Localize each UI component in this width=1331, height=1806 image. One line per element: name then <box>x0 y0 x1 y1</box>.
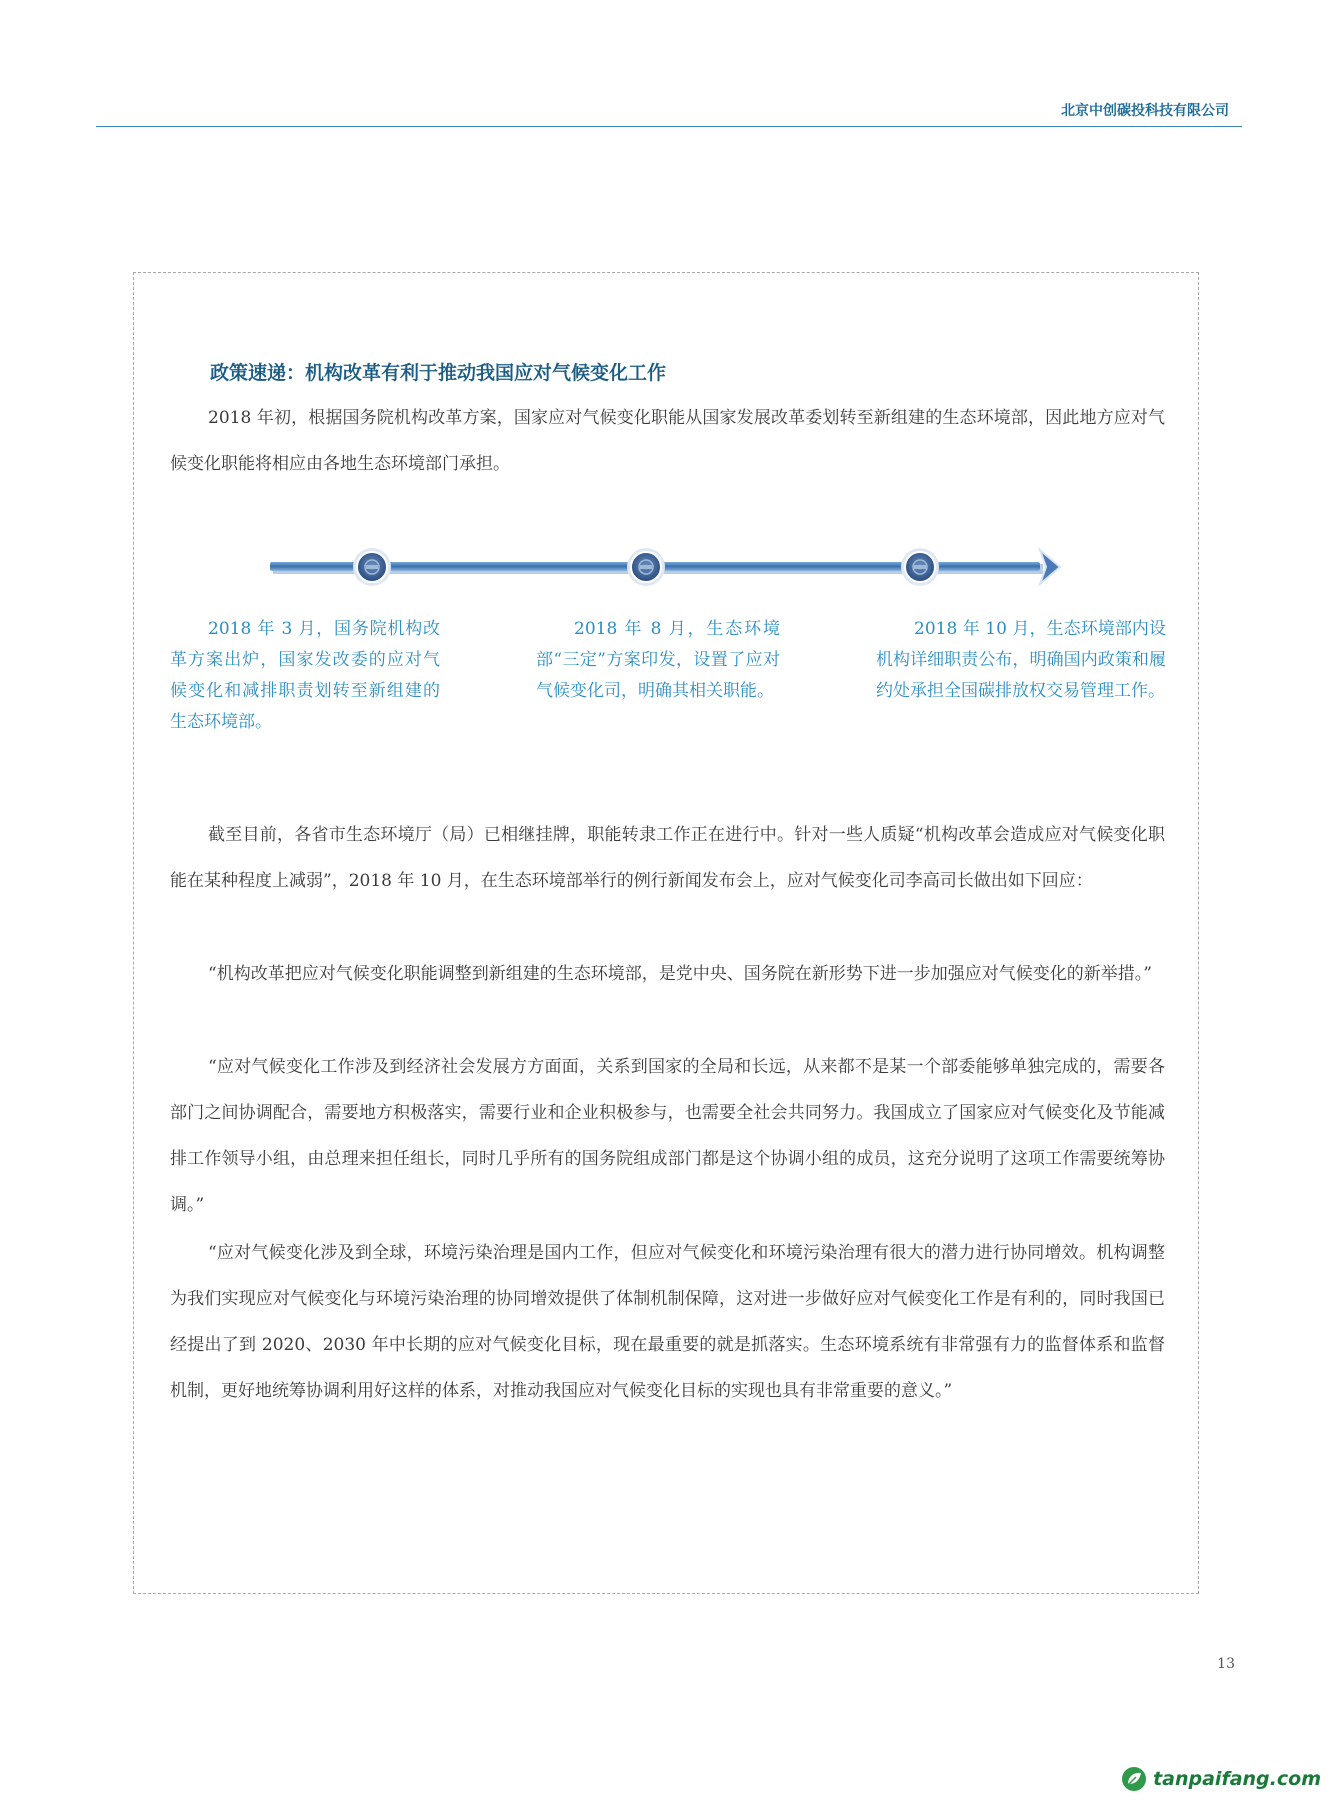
quote-paragraph-3: “应对气候变化涉及到全球，环境污染治理是国内工作，但应对气候变化和环境污染治理有很大的潜力进行协同增效。机构调整为我们实现应对气候变化与环境污染治理的协同增效提供了体制机制保障，这对进一步做好应对气候变化工作是有利的，同时我国已经提出了到 2020、2030 年中长期的应对气候变化目标，现在最重要的就是抓落实。生态环境系统有非常强有力的监督体系和监督机制，更好地统筹协调利用好这样的体系，对推动我国应对气候变化目标的实现也具有非常重要的意义。” <box>170 1243 1165 1401</box>
header-rule <box>96 126 1242 127</box>
page-number: 13 <box>1217 1656 1235 1672</box>
logo-text: tanpaifang.com <box>1153 1768 1321 1790</box>
leaf-icon <box>1121 1766 1147 1792</box>
quote-paragraph-2: “应对气候变化工作涉及到经济社会发展方方面面，关系到国家的全局和长远，从来都不是某一个部委能够单独完成的，需要各部门之间协调配合，需要地方积极落实，需要行业和企业积极参与，也需要全社会共同努力。我国成立了国家应对气候变化及节能减排工作领导小组，由总理来担任组长，同时几乎所有的国务院组成部门都是这个协调小组的成员，这充分说明了这项工作需要统筹协调。” <box>170 1057 1165 1215</box>
timeline-entry-3: 2018 年 10 月，生态环境部内设机构详细职责公布，明确国内政策和履约处承担全国碳排放权交易管理工作。 <box>876 619 1166 701</box>
timeline-node-1 <box>353 548 391 586</box>
timeline-node-2 <box>627 548 665 586</box>
body-paragraph-1: 截至目前，各省市生态环境厅（局）已相继挂牌，职能转隶工作正在进行中。针对一些人质疑“机构改革会造成应对气候变化职能在某种程度上减弱”，2018 年 10 月，在生态环境部举行的例行新闻发布会上，应对气候变化司李高司长做出如下回应： <box>170 825 1165 891</box>
intro-paragraph: 2018 年初，根据国务院机构改革方案，国家应对气候变化职能从国家发展改革委划转至新组建的生态环境部，因此地方应对气候变化职能将相应由各地生态环境部门承担。 <box>170 408 1165 474</box>
timeline-entry-2: 2018 年 8 月，生态环境部“三定”方案印发，设置了应对气候变化司，明确其相关职能。 <box>536 619 780 701</box>
box-title: 政策速递：机构改革有利于推动我国应对气候变化工作 <box>210 362 667 384</box>
timeline-arrow <box>270 545 1070 595</box>
company-name: 北京中创碳投科技有限公司 <box>1061 103 1229 119</box>
quote-paragraph-1: “机构改革把应对气候变化职能调整到新组建的生态环境部，是党中央、国务院在新形势下进一步加强应对气候变化的新举措。” <box>208 964 1152 984</box>
timeline-entry-1: 2018 年 3 月，国务院机构改革方案出炉，国家发改委的应对气候变化和减排职责划转至新组建的生态环境部。 <box>170 619 440 732</box>
timeline-node-3 <box>901 548 939 586</box>
site-logo <box>1121 1766 1321 1792</box>
